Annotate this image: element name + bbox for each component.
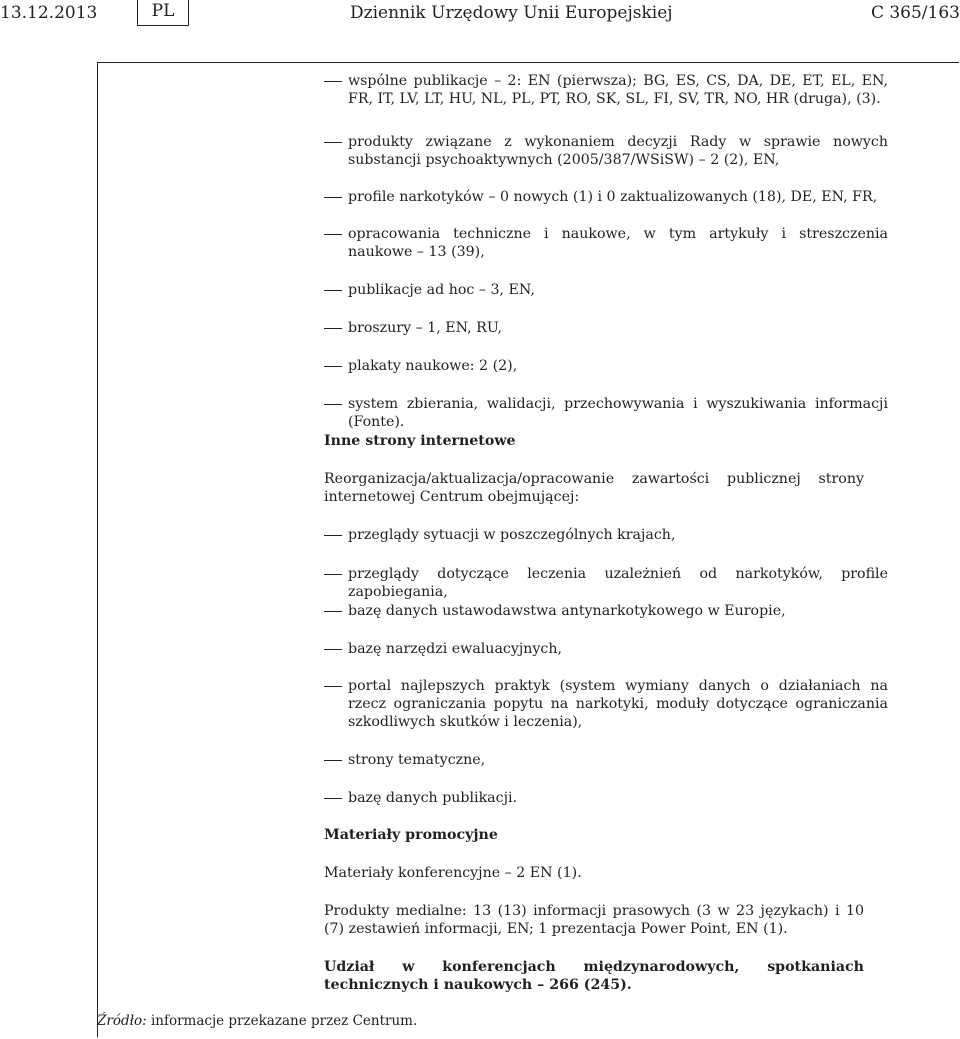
journal-reference: C 365/163 [870, 3, 960, 23]
websites-intro: Reorganizacja/aktualizacja/opracowanie zawartości publicznej strony internetowej Centrum obejmującej: [324, 471, 864, 505]
promo-conference: Materiały konferencyjne – 2 EN (1). [324, 865, 582, 881]
list-item: profile narkotyków – 0 nowych (1) i 0 zaktualizowanych (18), DE, EN, FR, [324, 188, 888, 206]
list-item: strony tematyczne, [324, 751, 888, 769]
table-frame [97, 62, 959, 1037]
list-item: przeglądy dotyczące leczenia uzależnień od narkotyków, profile zapobiegania, [324, 565, 888, 601]
list-item: plakaty naukowe: 2 (2), [324, 357, 888, 375]
list-item: bazę narzędzi ewaluacyjnych, [324, 640, 888, 658]
list-item: przeglądy sytuacji w poszczególnych krajach, [324, 526, 888, 544]
journal-title: Dziennik Urzędowy Unii Europejskiej [350, 3, 673, 23]
section-heading-promo: Materiały promocyjne [324, 827, 498, 843]
list-item: bazę danych ustawodawstwa antynarkotykowego w Europie, [324, 602, 888, 620]
list-item: wspólne publikacje – 2: EN (pierwsza); BG, ES, CS, DA, DE, ET, EL, EN, FR, IT, LV, LT, HU, NL, PL, PT, RO, SK, SL, FI, SV, TR, NO, HR (druga), (3). [324, 72, 888, 108]
publication-date: 13.12.2013 [0, 3, 98, 23]
source-note [97, 1012, 417, 1030]
list-item: produkty związane z wykonaniem decyzji Rady w sprawie nowych substancji psychoaktywnych (2005/387/WSiSW) – 2 (2), EN, [324, 133, 888, 169]
section-heading-websites: Inne strony internetowe [324, 433, 516, 449]
list-item: publikacje ad hoc – 3, EN, [324, 281, 888, 299]
promo-media: Produkty medialne: 13 (13) informacji prasowych (3 w 23 językach) i 10 (7) zestawień informacji, EN; 1 prezentacja Power Point, EN (1). [324, 903, 864, 937]
language-code: PL [137, 0, 189, 26]
list-item: bazę danych publikacji. [324, 789, 888, 807]
list-item: system zbierania, walidacji, przechowywania i wyszukiwania informacji (Fonte). [324, 395, 888, 431]
source-text: informacje przekazane przez Centrum. [150, 1013, 418, 1029]
list-item: portal najlepszych praktyk (system wymiany danych o działaniach na rzecz ograniczania popytu na narkotyki, moduły dotyczące ograniczania szkodliwych skutków i leczenia), [324, 677, 888, 731]
list-item: opracowania techniczne i naukowe, w tym artykuły i streszczenia naukowe – 13 (39), [324, 225, 888, 261]
source-label: Źródło: [97, 1013, 147, 1029]
list-item: broszury – 1, EN, RU, [324, 319, 888, 337]
conference-participation: Udział w konferencjach międzynarodowych, spotkaniach technicznych i naukowych – 266 (245). [324, 959, 864, 993]
page-header [0, 0, 960, 30]
